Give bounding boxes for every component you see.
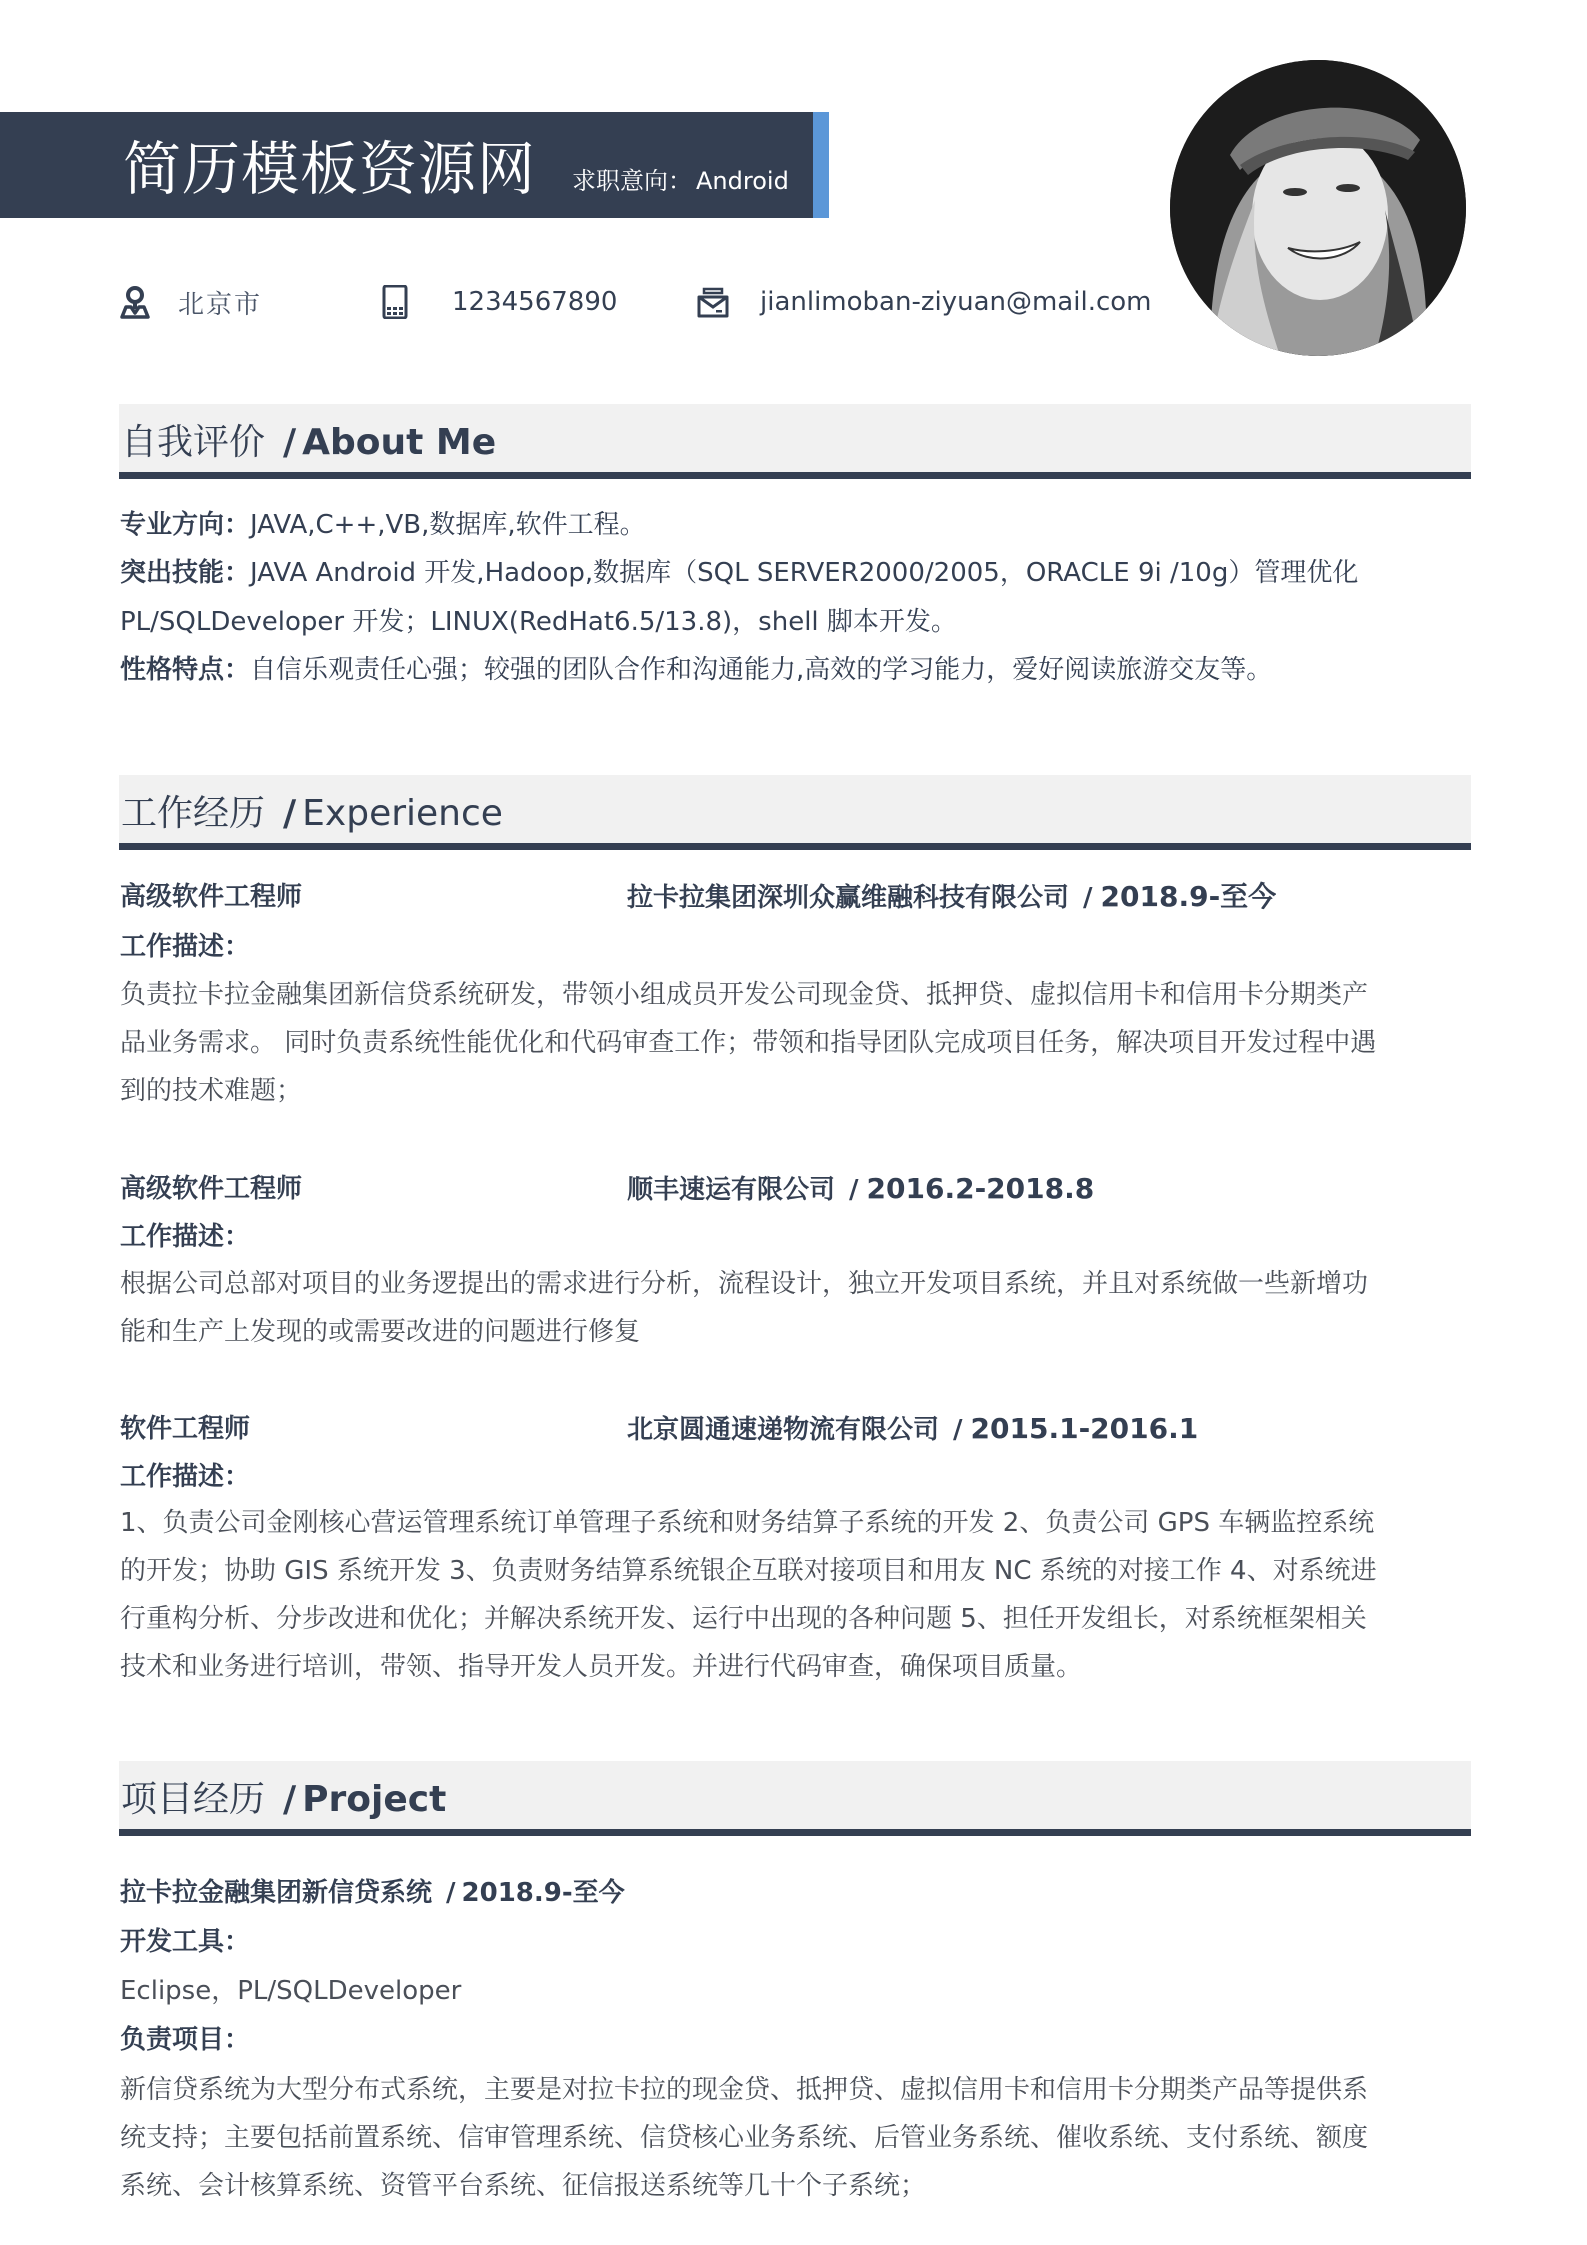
job-objective [572,161,789,218]
project-responsibility-label: 负责项目： [120,2025,251,2055]
job-title: 软件工程师 [120,1414,251,1444]
section-header-project [119,1761,1471,1836]
location-pin-icon [118,285,152,319]
job-objective-value: Android [696,167,789,195]
job-desc-label: 工作描述： [120,1462,251,1492]
profile-photo [1170,60,1466,356]
section-title-about: 自我评价 / About Me [121,422,497,463]
section-header-experience [119,775,1471,850]
about-personality: 性格特点：自信乐观责任心强；较强的团队合作和沟通能力,高效的学习能力，爱好阅读旅游交友等。 [120,655,1273,685]
about-skills: 突出技能：JAVA Android 开发,Hadoop,数据库（SQL SERVER2000/2005，ORACLE 9i /10g）管理优化 [120,558,1359,588]
job-desc-label: 工作描述： [120,1222,251,1252]
about-major: 专业方向：JAVA,C++,VB,数据库,软件工程。 [120,510,646,540]
job-title: 高级软件工程师 [120,1174,303,1204]
about-skills-cont: PL/SQLDeveloper 开发；LINUX(RedHat6.5/13.8)，shell 脚本开发。 [120,607,957,637]
portrait-image [1170,60,1466,356]
job-title: 高级软件工程师 [120,882,303,912]
project-description: 新信贷系统为大型分布式系统，主要是对拉卡拉的现金贷、抵押贷、虚拟信用卡和信用卡分期类产品等提供系 统支持；主要包括前置系统、信审管理系统、信贷核心业务系统、后管业务系统、催收系统、支付系统、额度 系统、会计核算系统、资管平台系统、征信报送系统等几十个子系统； [120,2075,1369,2201]
resume-title: 简历模板资源网 [123,135,537,203]
job-description: 1、负责公司金刚核心营运管理系统订单管理子系统和财务结算子系统的开发 2、负责公司 GPS 车辆监控系统 的开发；协助 GIS 系统开发 3、负责财务结算系统银企互联对接项目和用友 NC 系统的对接工作 4、对系统进 行重构分析、分步改进和优化；并解决系统开发、运行中出现的各种问题 5、担任开发组长，对系统框架相关 技术和业务进行培训，带领、指导开发人员开发。并进行代码审查，确保项目质量。 [120,1508,1377,1682]
email-address: jianlimoban-ziyuan@mail.com [760,287,1152,317]
section-header-about [119,404,1471,479]
job-description: 负责拉卡拉金融集团新信贷系统研发，带领小组成员开发公司现金贷、抵押贷、虚拟信用卡和信用卡分期类产 品业务需求。 同时负责系统性能优化和代码审查工作；带领和指导团队完成项目任务，解决项目开发过程中遇 到的技术难题； [120,980,1377,1106]
location-text: 北京市 [178,289,263,320]
section-title-project: 项目经历 / Project [121,1779,447,1820]
section-title-experience: 工作经历 / Experience [121,793,503,834]
banner-content [123,112,829,218]
job-company: 拉卡拉集团深圳众赢维融科技有限公司 / 2018.9-至今 [627,880,1277,913]
job-company: 顺丰速运有限公司 / 2016.2-2018.8 [627,1172,1095,1205]
contact-location [118,282,262,322]
job-company: 北京圆通速递物流有限公司 / 2015.1-2016.1 [627,1412,1199,1445]
job-description: 根据公司总部对项目的业务逻提出的需求进行分析，流程设计，独立开发项目系统，并且对系统做一些新增功 能和生产上发现的或需要改进的问题进行修复 [120,1269,1369,1347]
job-objective-label: 求职意向： [572,167,693,195]
job-desc-label: 工作描述： [120,932,251,962]
mobile-phone-icon [378,285,412,319]
project-tools-label: 开发工具： [120,1927,251,1957]
envelope-icon [696,285,730,319]
project-tools: Eclipse，PL/SQLDeveloper [120,1976,462,2006]
project-title: 拉卡拉金融集团新信贷系统 / 2018.9-至今 [120,1878,625,1908]
contact-phone [378,282,617,322]
phone-number: 1234567890 [452,287,618,317]
contact-email [696,282,1152,322]
